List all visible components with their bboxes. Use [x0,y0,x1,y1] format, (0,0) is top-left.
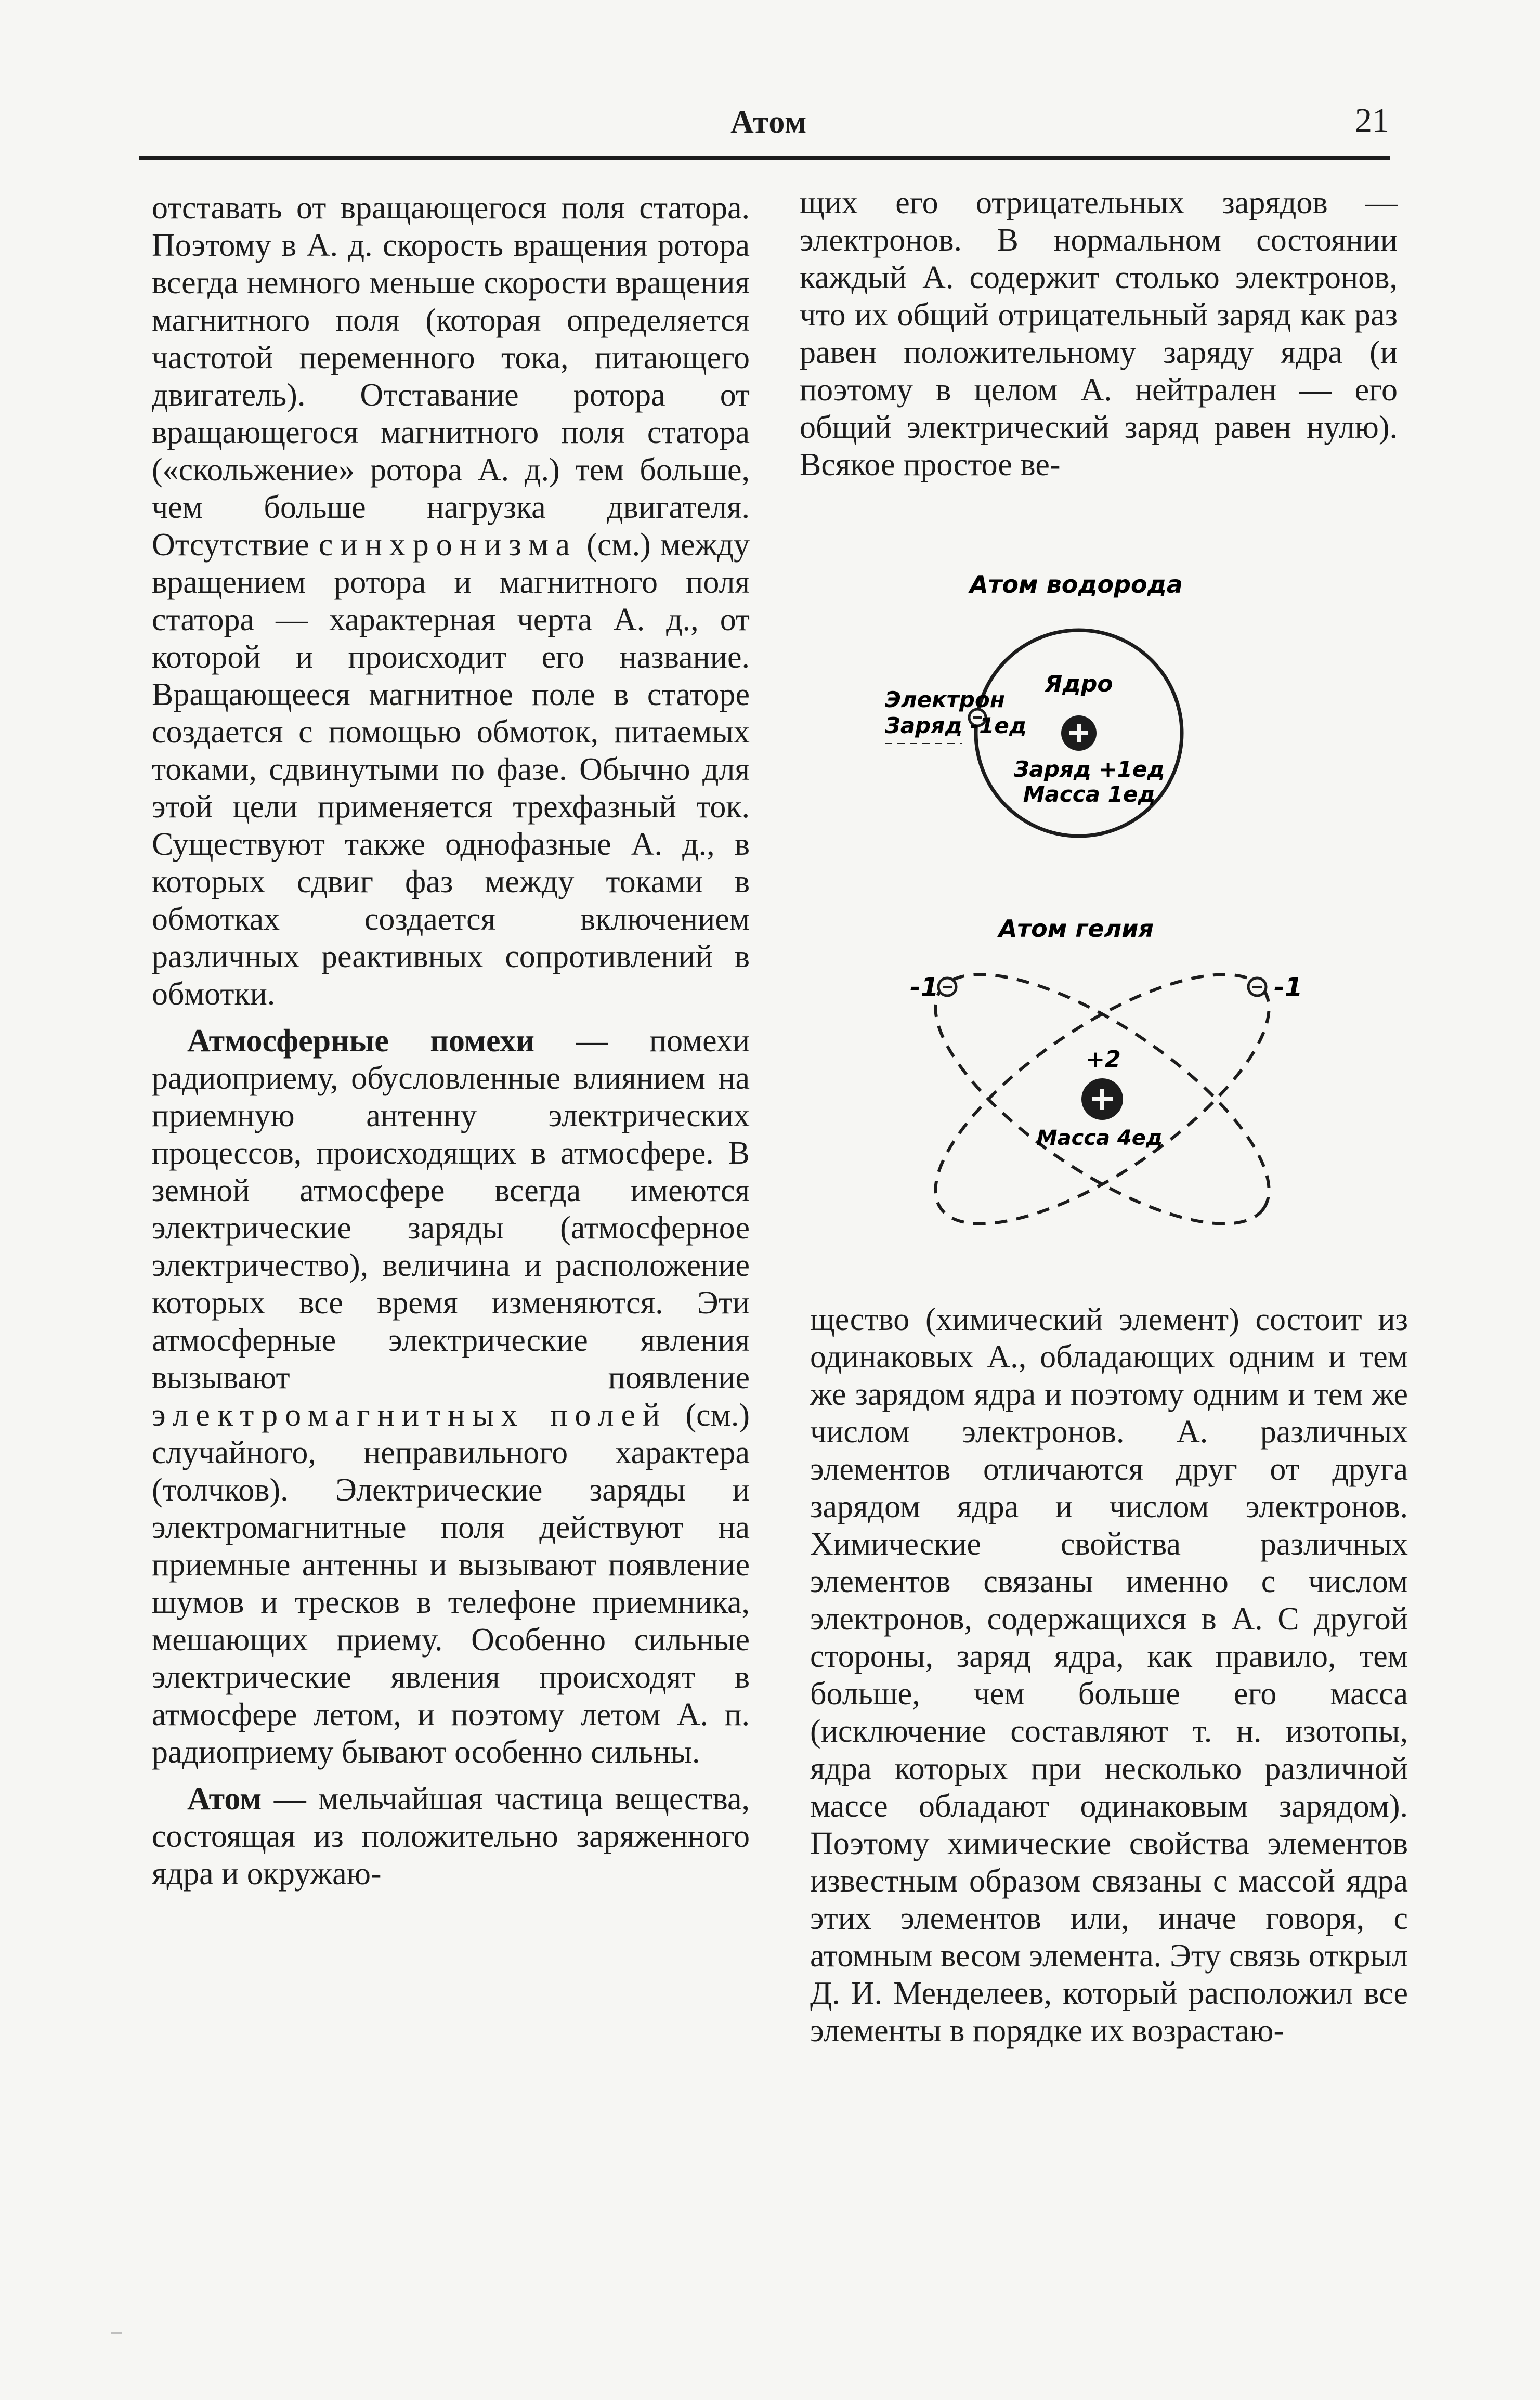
running-header-title: Атом [730,105,807,140]
text-run: — мельчайшая частица вещества, состоящая из положительно заряженного ядра и окружаю- [152,1781,750,1892]
entry-atmospheric-interference [152,1022,750,1771]
text-run: — помехи радиоприему, обусловленные влиянием на приемную антенну электрических процессов, происходящих в атмосфере. В земной атмосфере всегда имеются электрические заряды (атмосферное электричество), величина и расположение которых все время изменяются. Эти атмосферные электрические явления вызывают появление [152,1023,750,1395]
helium-charge-label: +2 [1086,1046,1121,1073]
text-run: (см.) случайного, неправильного характера (толчков). Электрические заряды и электромагнитные поля действуют на приемные антенны и вызывают появление шумов и тресков в телефоне приемника, мешающих приему. Особенно сильные электрические явления происходят в атмосфере летом, и поэтому летом А. п. радиоприему бывают особенно сильны. [152,1398,750,1770]
paragraph-asynchronous-motor-continued [152,189,750,1013]
electron-label: Электрон [885,687,1005,712]
cross-reference: электромагнитных полей [152,1398,668,1433]
right-column-top [800,184,1398,493]
right-column-bottom [810,1301,1408,2059]
paragraph-atom-elements: щество (химический элемент) состоит из одинаковых А., обладающих одним и тем же зарядом ядра и поэтому одним и тем же числом электронов. А. различных элементов отличаются друг от друга зарядом ядра и числом электронов. Химические свойства различных элементов связаны именно с числом электронов, содержащихся в А. С другой стороны, заряд ядра, как правило, тем больше, чем больше его масса (исключение составляют т. н. изотопы, ядра которых при несколько различной массе обладают одинаковым зарядом). Поэтому химические свойства элементов известным образом связаны с массой ядра этих элементов или, иначе говоря, с атомным весом элемента. Эту связь открыл Д. И. Менделеев, который расположил все элементы в порядке их возрастаю- [810,1302,1408,2049]
helium-title: Атом гелия [998,915,1154,943]
cross-reference: синхронизма [318,527,578,563]
entry-term: Атмосферные помехи [187,1023,535,1059]
header-rule [139,156,1390,160]
margin-mark: – [111,2319,122,2343]
atom-diagram [884,562,1404,1248]
page-number: 21 [1355,101,1389,139]
text-run: отставать от вращающегося поля статора. Поэтому в А. д. скорость вращения ротора всегда немного меньше скорости вращения магнитного поля (которая определяется частотой переменного тока, питающего двигатель). Отставание ротора от вращающегося магнитного поля статора («скольжение» ротора А. д.) тем больше, чем больше нагрузка двигателя. Отсутствие [152,190,750,563]
electron-charge-label: Заряд -1ед [885,713,1027,738]
hydrogen-title: Атом водорода [970,570,1183,598]
nucleus-label: Ядро [1045,671,1113,697]
electron-charge-right: -1 [1274,972,1303,1002]
helium-mass-label: Масса 4ед [1036,1126,1163,1150]
nucleus-charge-label: Заряд +1ед [1013,756,1165,782]
entry-atom [152,1780,750,1893]
paragraph-atom-continued: щих его отрицательных зарядов — электронов. В нормальном состоянии каждый А. содержит столько электронов, что их общий отрицательный заряд как раз равен положительному заряду ядра (и поэтому в целом А. нейтрален — его общий электрический заряд равен нулю). Всякое простое ве- [800,185,1398,482]
left-column [152,189,750,1902]
atom-figure [884,562,1404,1248]
electron-charge-left: -1 [910,972,939,1002]
text-run: (см.) между вращением ротора и магнитного поля статора — характерная черта А. д., от которой и происходит его название. Вращающееся магнитное поле в статоре создается с помощью обмоток, питаемых токами, сдвинутыми по фазе. Обычно для этой цели применяется трехфазный ток. Существуют также однофазные А. д., в которых сдвиг фаз между токами в обмотках создается включением различных реактивных сопротивлений в обмотки. [152,527,750,1012]
nucleus-mass-label: Масса 1ед [1023,781,1156,807]
entry-term: Атом [187,1781,262,1817]
